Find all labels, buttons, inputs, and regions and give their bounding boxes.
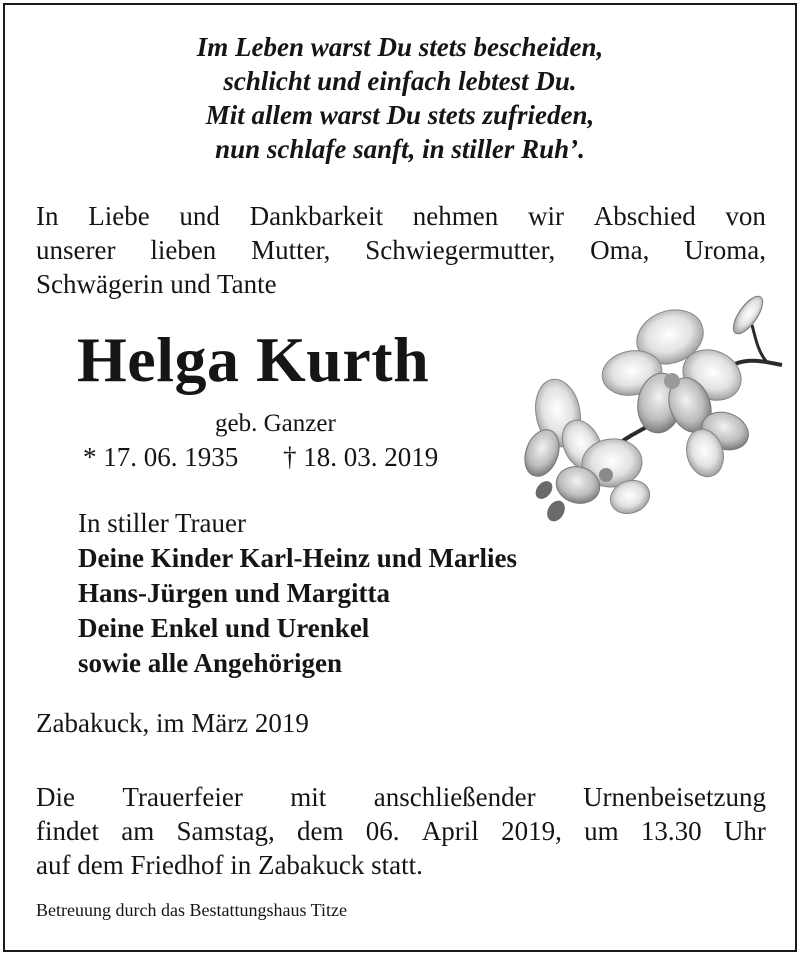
- word: dem: [297, 816, 344, 846]
- word: 06.: [365, 816, 400, 846]
- place-date: Zabakuck, im März 2019: [36, 708, 309, 738]
- funeral-line-2: [36, 814, 766, 848]
- word: von: [725, 201, 766, 231]
- birth-date: * 17. 06. 1935: [83, 442, 239, 472]
- word: Uhr: [723, 816, 766, 846]
- deceased-name: Helga Kurth: [77, 324, 430, 395]
- word: Trauerfeier: [122, 782, 243, 812]
- funeral-paragraph: [36, 780, 766, 882]
- birth-name: geb. Ganzer: [215, 410, 336, 437]
- word: Abschied: [593, 201, 696, 231]
- word: lieben: [150, 235, 217, 265]
- mourners-heading: In stiller Trauer: [78, 508, 246, 538]
- word: anschließender: [373, 782, 536, 812]
- verse-line: Mit allem warst Du stets zufrieden,: [205, 100, 595, 130]
- funeral-home-credit: Betreuung durch das Bestattungshaus Titze: [36, 900, 347, 920]
- word: April: [421, 816, 479, 846]
- memorial-verse: [0, 30, 800, 166]
- verse-line: nun schlafe sanft, in stiller Ruh’.: [215, 134, 585, 164]
- word: Schwiegermutter,: [365, 235, 556, 265]
- word: findet: [36, 816, 99, 846]
- word: wir: [528, 201, 564, 231]
- word: mit: [290, 782, 327, 812]
- word: 13.30: [640, 816, 702, 846]
- word: und: [179, 201, 220, 231]
- mourners-block: [78, 506, 517, 681]
- mourner-line: Deine Kinder Karl-Heinz und Marlies: [78, 543, 517, 573]
- intro-line-2: [36, 233, 766, 267]
- word: 2019,: [501, 816, 562, 846]
- mourner-line: sowie alle Angehörigen: [78, 648, 342, 678]
- word: Uroma,: [684, 235, 766, 265]
- verse-line: schlicht und einfach lebtest Du.: [223, 66, 577, 96]
- word: Liebe: [88, 201, 150, 231]
- verse-line: Im Leben warst Du stets bescheiden,: [196, 32, 604, 62]
- word: Dankbarkeit: [249, 201, 384, 231]
- word: Oma,: [590, 235, 650, 265]
- mourner-line: Deine Enkel und Urenkel: [78, 613, 370, 643]
- word: Urnenbeisetzung: [583, 782, 766, 812]
- word: In: [36, 201, 59, 231]
- intro-line-1: [36, 199, 766, 233]
- funeral-line-3: auf dem Friedhof in Zabakuck statt.: [36, 850, 423, 880]
- word: Die: [36, 782, 75, 812]
- death-date: † 18. 03. 2019: [283, 442, 439, 472]
- word: am: [121, 816, 155, 846]
- word: nehmen: [412, 201, 499, 231]
- word: unserer: [36, 235, 116, 265]
- funeral-line-1: [36, 780, 766, 814]
- mourner-line: Hans-Jürgen und Margitta: [78, 578, 391, 608]
- life-dates: [83, 440, 438, 474]
- orchid-illustration: [520, 285, 790, 525]
- intro-line-3: Schwägerin und Tante: [36, 269, 277, 299]
- word: Mutter,: [251, 235, 331, 265]
- word: um: [584, 816, 619, 846]
- word: Samstag,: [176, 816, 275, 846]
